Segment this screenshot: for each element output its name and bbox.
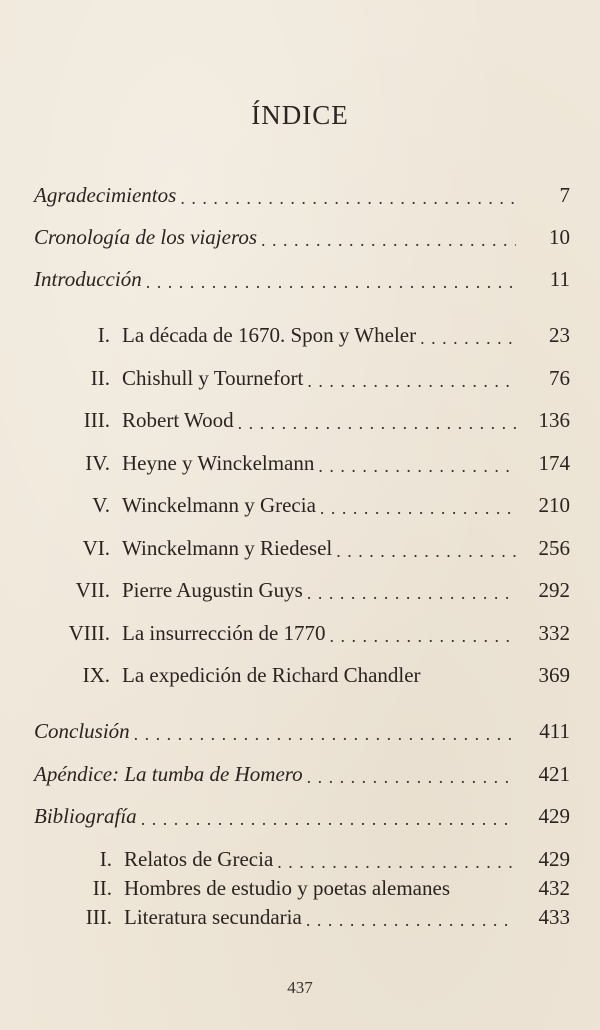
section-number: I. <box>99 847 112 871</box>
chapter-number: VI. <box>82 536 110 560</box>
chapter-title: Robert Wood <box>122 408 234 432</box>
chapter-page: 210 <box>538 493 570 517</box>
toc-chapter-8 <box>60 618 570 648</box>
toc-bibliography-2 <box>72 873 570 903</box>
toc-chapter-7 <box>60 575 570 605</box>
dot-leader <box>307 365 516 387</box>
toc-entry-bibliografia <box>34 801 570 831</box>
chapter-title: Heyne y Winckelmann <box>122 451 315 475</box>
chapter-number: I. <box>97 323 110 347</box>
toc-entry-page: 10 <box>549 225 570 249</box>
section-page: 432 <box>538 876 570 900</box>
chapter-number: IX. <box>82 663 110 687</box>
toc-entry-page: 411 <box>539 719 570 743</box>
toc-chapter-3 <box>60 405 570 435</box>
chapter-title: La expedición de Richard Chandler <box>122 663 421 687</box>
toc-entry-cronologia <box>34 222 570 252</box>
toc-entry-label: Apéndice: La tumba de Homero <box>34 762 303 786</box>
toc-bibliography-3 <box>72 902 570 932</box>
dot-leader <box>180 182 516 204</box>
dot-leader <box>306 904 516 926</box>
section-page: 429 <box>538 847 570 871</box>
dot-leader <box>336 535 516 557</box>
chapter-title: Winckelmann y Grecia <box>122 493 316 517</box>
chapter-page: 23 <box>549 323 570 347</box>
dot-leader <box>318 450 516 472</box>
toc-bibliography-1 <box>72 844 570 874</box>
section-title: Hombres de estudio y poetas alemanes <box>124 876 450 900</box>
dot-leader <box>238 407 516 429</box>
chapter-page: 256 <box>538 536 570 560</box>
toc-chapter-1 <box>60 320 570 350</box>
toc-entry-label: Introducción <box>34 267 142 291</box>
toc-chapter-9 <box>60 660 570 690</box>
chapter-number: II. <box>90 366 110 390</box>
toc-chapter-5 <box>60 490 570 520</box>
toc-entry-introduccion <box>34 264 570 294</box>
toc-chapter-4 <box>60 448 570 478</box>
dot-leader <box>134 718 516 740</box>
chapter-page: 369 <box>538 663 570 687</box>
dot-leader <box>420 322 516 344</box>
chapter-number: III. <box>83 408 110 432</box>
chapter-page: 332 <box>538 621 570 645</box>
page-title: ÍNDICE <box>251 100 349 130</box>
toc-entry-label: Conclusión <box>34 719 130 743</box>
chapter-page: 76 <box>549 366 570 390</box>
chapter-page: 174 <box>538 451 570 475</box>
chapter-page: 136 <box>538 408 570 432</box>
dot-leader <box>307 577 516 599</box>
section-page: 433 <box>538 905 570 929</box>
toc-entry-page: 429 <box>538 804 570 828</box>
toc-entry-page: 7 <box>559 183 570 207</box>
dot-leader <box>141 803 516 825</box>
section-number: II. <box>92 876 112 900</box>
dot-leader <box>277 846 516 868</box>
chapter-number: VII. <box>75 578 110 602</box>
chapter-number: VIII. <box>68 621 110 645</box>
dot-leader <box>261 224 516 246</box>
chapter-title: Chishull y Tournefort <box>122 366 304 390</box>
toc-entry-label: Cronología de los viajeros <box>34 225 258 249</box>
dot-leader <box>425 662 516 684</box>
chapter-title: La insurrección de 1770 <box>122 621 326 645</box>
chapter-title: Pierre Augustin Guys <box>122 578 303 602</box>
section-title: Literatura secundaria <box>124 905 302 929</box>
toc-entry-page: 421 <box>538 762 570 786</box>
toc-entry-conclusion <box>34 716 570 746</box>
chapter-number: IV. <box>85 451 110 475</box>
dot-leader <box>454 875 516 897</box>
section-title: Relatos de Grecia <box>124 847 274 871</box>
chapter-title: La década de 1670. Spon y Wheler <box>122 323 417 347</box>
toc-chapter-6 <box>60 533 570 563</box>
dot-leader <box>330 620 516 642</box>
chapter-page: 292 <box>538 578 570 602</box>
chapter-number: V. <box>92 493 110 517</box>
chapter-title: Winckelmann y Riedesel <box>122 536 333 560</box>
toc-entry-apendice <box>34 759 570 789</box>
dot-leader <box>320 492 516 514</box>
toc-chapter-2 <box>60 363 570 393</box>
toc-entry-label: Agradecimientos <box>34 183 177 207</box>
page-number: 437 <box>287 978 313 997</box>
toc-entry-label: Bibliografía <box>34 804 137 828</box>
dot-leader <box>307 761 516 783</box>
section-number: III. <box>85 905 112 929</box>
dot-leader <box>146 266 516 288</box>
toc-entry-page: 11 <box>549 267 570 291</box>
toc-entry-agradecimientos <box>34 180 570 210</box>
